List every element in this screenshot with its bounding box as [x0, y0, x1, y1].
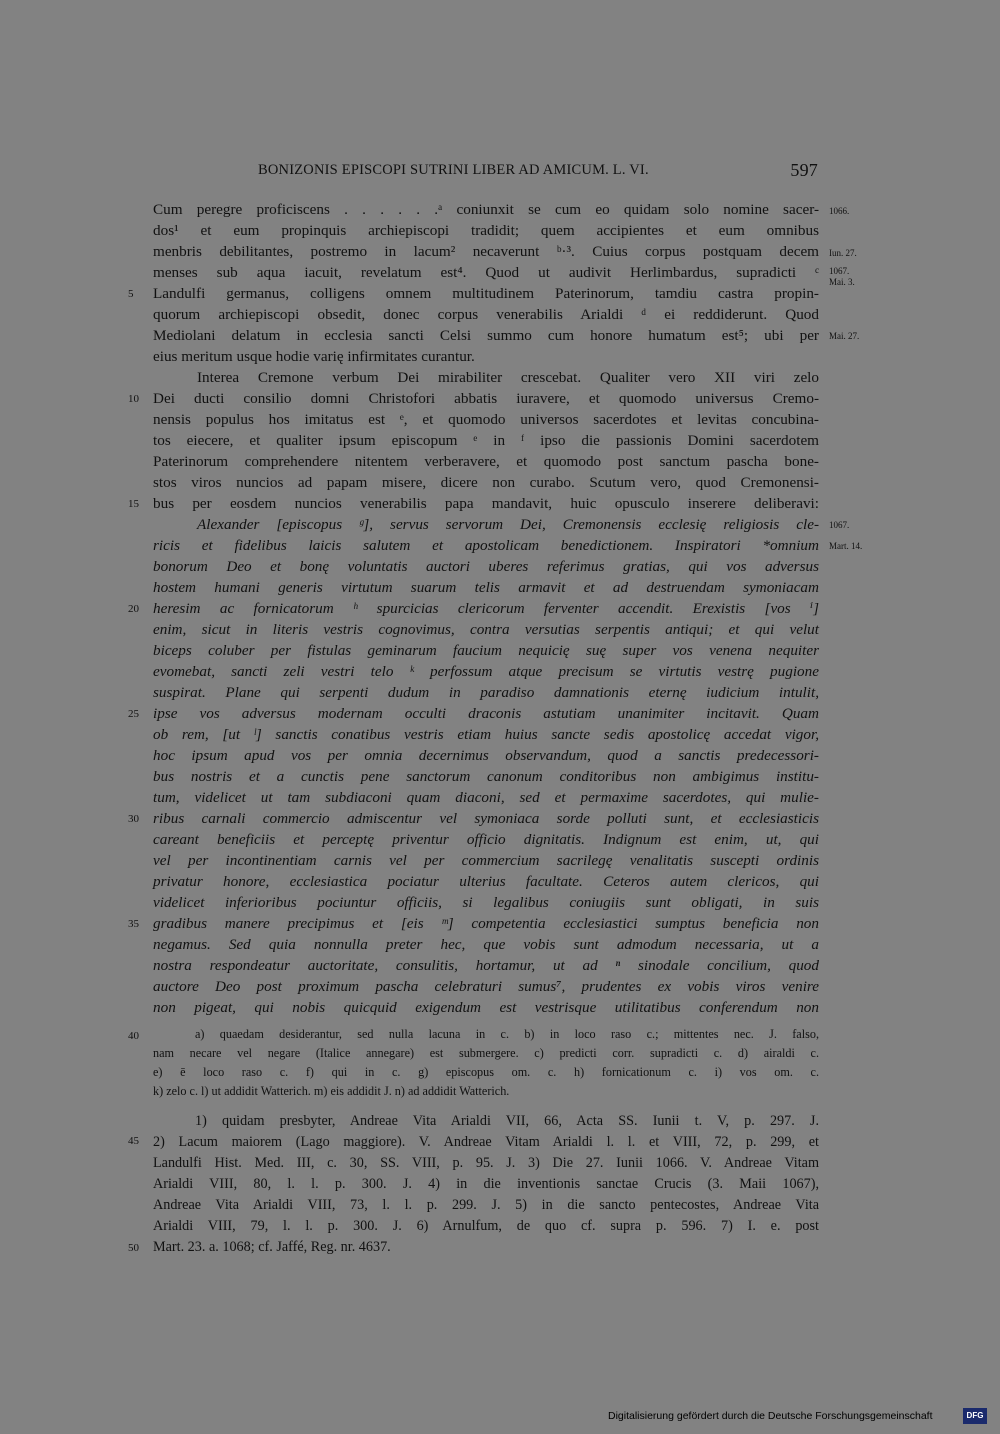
margin-note: 1067.	[829, 520, 850, 530]
body-line: hoc ipsum apud vos per omnia decernimus observandum, quod a sanctis predecessori-	[153, 747, 819, 764]
body-line: gradibus manere precipimus et [eis ᵐ] competentia ecclesiastici sumptus beneficia non	[153, 915, 819, 932]
body-line: videlicet inferioribus pociuntur officiis, si legalibus coniugiis sunt obligati, in suis	[153, 894, 819, 911]
body-line: Dei ducti consilio domni Christofori abbatis iuravere, et quomodo universus Cremo-	[153, 390, 819, 407]
body-line: Landulfi germanus, colligens omnem multitudinem Paterinorum, tamdiu castra propin-	[153, 285, 819, 302]
apparatus-note: nam necare vel negare (Italice annegare) est submergere. c) predicti corr. supradicti c. d) airaldi c.	[153, 1046, 819, 1060]
body-line: menbris debilitantes, postremo in lacum² necaverunt ᵇ·³. Cuius corpus postquam decem	[153, 243, 819, 260]
line-number: 20	[128, 603, 139, 615]
margin-note: Iun. 27.	[829, 248, 857, 258]
funding-credit: Digitalisierung gefördert durch die Deutsche Forschungsgemeinschaft	[608, 1410, 933, 1422]
margin-note: 1066.	[829, 206, 850, 216]
margin-note: Mart. 14.	[829, 541, 863, 551]
running-header	[258, 162, 818, 184]
footnote: Arialdi VIII, 80, l. l. p. 300. J. 4) in die inventionis sanctae Crucis (3. Maii 1067),	[153, 1176, 819, 1192]
body-line: ricis et fidelibus laicis salutem et apostolicam benedictionem. Inspiratori *omnium	[153, 537, 819, 554]
body-line: ribus carnali commercio admiscentur vel symoniaca sorde polluti sunt, et ecclesiasticis	[153, 810, 819, 827]
footnote: Mart. 23. a. 1068; cf. Jaffé, Reg. nr. 4637.	[153, 1239, 391, 1255]
line-number: 30	[128, 813, 139, 825]
apparatus-note: k) zelo c. l) ut addidit Watterich. m) eis addidit J. n) ad addidit Watterich.	[153, 1084, 510, 1098]
body-line: non pigeat, qui nobis quicquid exigendum est vestrisque utilitatibus conferendum non	[153, 999, 819, 1016]
body-line: stos viros nuncios ad papam misere, dicere non curabo. Scutum vero, quod Cremonensi-	[153, 474, 819, 491]
footnote: 2) Lacum maiorem (Lago maggiore). V. Andreae Vitam Arialdi l. l. et VIII, 72, p. 299, et	[153, 1134, 819, 1150]
body-line: Alexander [episcopus ᵍ], servus servorum Dei, Cremonensis ecclesię religiosis cle-	[197, 516, 819, 533]
body-line: negamus. Sed quia nonnulla preter hec, que vobis sunt admodum necessaria, ut a	[153, 936, 819, 953]
line-number: 15	[128, 498, 139, 510]
body-line: eius meritum usque hodie varię infirmitates curantur.	[153, 348, 475, 365]
body-line: menses sub aqua iacuit, revelatum est⁴. Quod ut audivit Herlimbardus, supradicti ᶜ	[153, 264, 819, 281]
line-number: 5	[128, 288, 134, 300]
margin-note: 1067.	[829, 266, 850, 276]
line-number: 40	[128, 1030, 139, 1042]
body-line: ipse vos adversus modernam occulti draconis astutiam unanimiter incitavit. Quam	[153, 705, 819, 722]
line-number: 45	[128, 1135, 139, 1147]
dfg-logo-icon: DFG	[963, 1408, 987, 1424]
line-number: 25	[128, 708, 139, 720]
body-line: dos¹ et eum propinquis archiepiscopi tradidit; quem accipientes et eum omnibus	[153, 222, 819, 239]
body-line: Mediolani delatum in ecclesia sancti Celsi summo cum honore humatum est⁵; ubi per	[153, 327, 819, 344]
line-number: 35	[128, 918, 139, 930]
line-number: 10	[128, 393, 139, 405]
body-line: tum, videlicet ut tam subdiaconi quam diaconi, sed et permaxime sacerdotes, qui mulie-	[153, 789, 819, 806]
footnote: Arialdi VIII, 79, l. l. p. 300. J. 6) Arnulfum, de quo cf. supra p. 596. 7) I. e. post	[153, 1218, 819, 1234]
footnote: 1) quidam presbyter, Andreae Vita Arialdi VII, 66, Acta SS. Iunii t. V, p. 297. J.	[195, 1113, 819, 1129]
apparatus-note: e) ē loco raso c. f) qui in c. g) episcopus om. c. h) fornicationum c. i) vos om. c.	[153, 1065, 819, 1079]
margin-note: Mai. 3.	[829, 277, 855, 287]
body-line: quorum archiepiscopi obsedit, donec corpus venerabilis Arialdi ᵈ ei reddiderunt. Quod	[153, 306, 819, 323]
body-line: suspirat. Plane qui serpenti dudum in paradiso damnationis eternę iudicium intulit,	[153, 684, 819, 701]
body-line: enim, sicut in literis vestris cognovimus, contra versutias serpentis antiqui; et qui velut	[153, 621, 819, 638]
footnote: Andreae Vita Arialdi VIII, 73, l. l. p. 299. J. 5) in die sancto pentecostes, Andreae Vita	[153, 1197, 819, 1213]
body-line: bonorum Deo et bonę voluntatis auctori uberes referimus gratias, qui vos adversus	[153, 558, 819, 575]
body-line: bus nostris et a cunctis pene sanctorum canonum conditoribus non ambigimus institu-	[153, 768, 819, 785]
body-line: auctore Deo post proximum pascha celebraturi sumus⁷, prudentes ex vobis viros venire	[153, 978, 819, 995]
body-line: Paterinorum comprehendere nitentem verberavere, et quomodo post sanctum pascha bone-	[153, 453, 819, 470]
body-line: ob rem, [ut ˡ] sanctis conatibus vestris etiam huius sancte sedis apostolicę accedat vigor,	[153, 726, 819, 743]
body-line: nostra respondeatur auctoritate, consulitis, hortamur, ut ad ⁿ sinodale concilium, quod	[153, 957, 819, 974]
body-line: tos eiecere, et qualiter ipsum episcopum ᵉ in ᶠ ipso die passionis Domini sacerdotem	[153, 432, 819, 449]
apparatus-note: a) quaedam desiderantur, sed nulla lacuna in c. b) in loco raso c.; mittentes nec. J. falso,	[195, 1027, 819, 1041]
line-number: 50	[128, 1242, 139, 1254]
margin-note: Mai. 27.	[829, 331, 860, 341]
body-line: biceps coluber per fistulas geminarum faucium nequicię suę super vos venena nequiter	[153, 642, 819, 659]
body-line: heresim ac fornicatorum ʰ spurcicias clericorum ferventer accendit. Erexistis [vos ⁱ]	[153, 600, 819, 617]
page-number: 597	[790, 160, 818, 180]
body-line: hostem humani generis virtutum suarum telis armavit et ad destruendam symoniacam	[153, 579, 819, 596]
body-line: nensis populus hos imitatus est ᵉ, et quomodo universos sacerdotes et levitas concubina-	[153, 411, 819, 428]
body-line: evomebat, sancti zeli vestri telo ᵏ perfossum atque precisum se virtutis vestrę pugione	[153, 663, 819, 680]
body-line: privatur honore, ecclesiastica pociatur ulterius facultate. Ceteros autem clericos, qui	[153, 873, 819, 890]
footnote: Landulfi Hist. Med. III, c. 30, SS. VIII, p. 95. J. 3) Die 27. Iunii 1066. V. Andreae Vitam	[153, 1155, 819, 1171]
body-line: Interea Cremone verbum Dei mirabiliter crescebat. Qualiter vero XII viri zelo	[197, 369, 819, 386]
running-title: BONIZONIS EPISCOPI SUTRINI LIBER AD AMICUM. L. VI.	[258, 162, 649, 178]
body-line: bus per eosdem nuncios venerabilis papa mandavit, huic opusculo inserere deliberavi:	[153, 495, 819, 512]
body-line: careant beneficiis et perceptę priventur officio dignitatis. Indignum est enim, ut, qui	[153, 831, 819, 848]
body-line: vel per incontinentiam carnis vel per commercium sacrilegę venalitatis suscepti ordinis	[153, 852, 819, 869]
body-line: Cum peregre proficiscens . . . . . .ᵃ coniunxit se cum eo quidam solo nomine sacer-	[153, 201, 819, 218]
